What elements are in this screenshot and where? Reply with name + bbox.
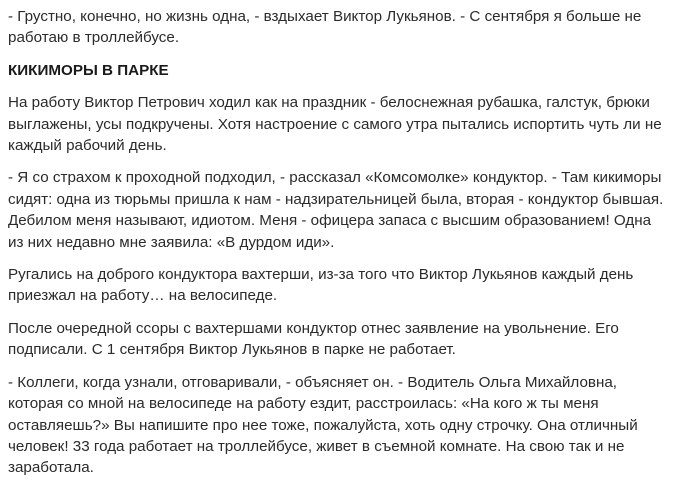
paragraph-bicycle: Ругались на доброго кондуктора вахтерши, из-за того что Виктор Лукьянов каждый день приезжал на работу… на велосипеде. — [8, 266, 634, 305]
article-body — [8, 0, 670, 490]
paragraph-quote-fear: - Я со страхом к проходной подходил, - рассказал «Комсомолке» кондуктор. - Там кикиморы сидят: одна из тюрьмы пришла к нам - надзирательницей была, вторая - кондуктор бывшая. Дебилом меня называют, идиотом. Меня - офицера запаса с высшим образованием! Одна из них недавно мне заявила: «В дурдом иди». — [8, 169, 664, 251]
section-heading: КИКИМОРЫ В ПАРКЕ — [8, 61, 169, 79]
paragraph-work: На работу Виктор Петрович ходил как на праздник - белоснежная рубашка, галстук, брюки выглажены, усы подкручены. Хотя настроение с самого утра пытались испортить чуть ли не каждый рабочий день. — [8, 94, 662, 155]
paragraph-colleagues: - Коллеги, когда узнали, отговаривали, - объясняет он. - Водитель Ольга Михайловна, которая со мной на велосипеде на работу ездит, расстроилась: «На кого ж ты меня оставляешь?» Вы напишите про нее тоже, пожалуйста, хоть одну строчку. Она отличный человек! 33 года работает на троллейбусе, живет в съемной комнате. На свою так и не заработала. — [8, 373, 638, 477]
paragraph-resignation: После очередной ссоры с вахтершами кондуктор отнес заявление на увольнение. Его подписали. С 1 сентября Виктор Лукьянов в парке не работает. — [8, 319, 619, 359]
paragraph-intro: - Грустно, конечно, но жизнь одна, - вздыхает Виктор Лукьянов. - С сентября я больше не работаю в троллейбусе. — [8, 8, 642, 47]
